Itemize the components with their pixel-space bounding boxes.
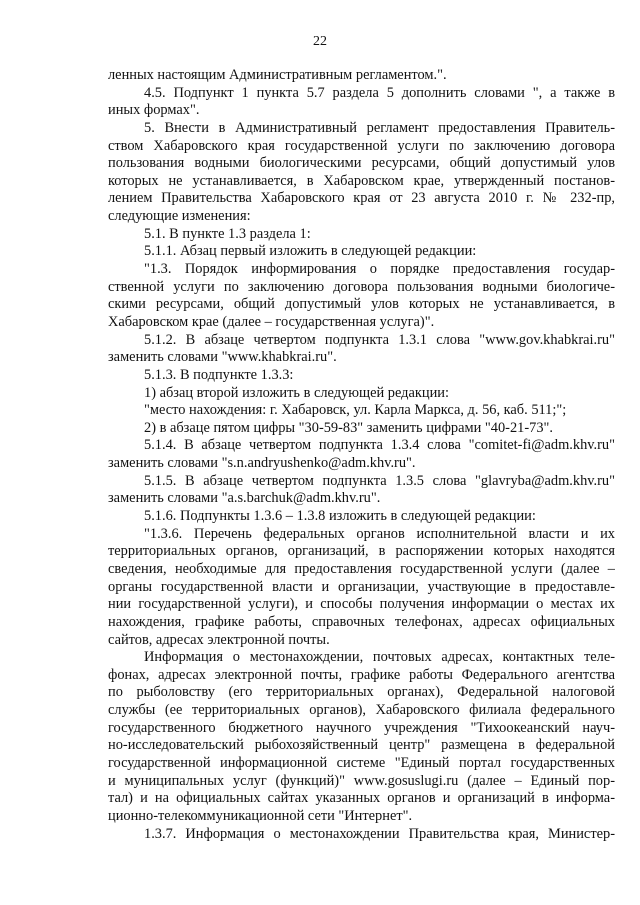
text-line: 5.1.6. Подпункты 1.3.6 – 1.3.8 изложить в следующей редакции: — [144, 508, 536, 525]
text-line: Информация о местонахождении, почтовых адресах, контактных теле- — [144, 649, 615, 666]
text-line: заменить словами "s.n.andryushenko@adm.khv.ru". — [108, 455, 416, 472]
text-line: заменить словами "a.s.barchuk@adm.khv.ru". — [108, 490, 381, 507]
text-line: следующие изменения: — [108, 208, 251, 225]
text-line: сведения, необходимые для предоставления государственной услуги (далее – — [108, 560, 615, 577]
text-line: государственной информационной системе "Единый портал государственных — [108, 754, 615, 771]
text-line: 1) абзац второй изложить в следующей редакции: — [144, 384, 449, 401]
text-line: сайтов, адресах электронной почты. — [108, 631, 330, 648]
text-line: 5.1.3. В подпункте 1.3.3: — [144, 366, 294, 383]
text-line: иных формах". — [108, 102, 200, 119]
text-line: 2) в абзаце пятом цифры "30-59-83" заменить цифрами "40-21-73". — [144, 419, 554, 436]
text-line: заменить словами "www.khabkrai.ru". — [108, 349, 337, 366]
text-line: пользования водными биологическими ресурсами, общий допустимый улов — [108, 155, 615, 172]
text-line: государственного бюджетного научного учреждения "Тихоокеанский науч- — [108, 719, 615, 736]
text-line: ленных настоящим Административным регламентом.". — [108, 67, 447, 83]
text-line: органы государственной власти и организации, участвующие в предоставле- — [108, 578, 615, 595]
text-line: фонах, адресах электронной почты, графике работы Федерального агентства — [108, 666, 615, 683]
text-line: 1.3.7. Информация о местонахождении Правительства края, Министер- — [144, 825, 615, 842]
document-body — [108, 67, 615, 843]
text-line: скими ресурсами, общий допустимый улов которых не устанавливается, в — [108, 296, 615, 313]
text-line: 5.1.5. В абзаце четвертом подпункта 1.3.5 слова "glavryba@adm.khv.ru" — [144, 472, 615, 489]
text-line: тал) и на официальных сайтах указанных органов и организаций в информа- — [108, 790, 615, 807]
text-line: лением Правительства Хабаровского края от 23 августа 2010 г. № 232-пр, — [108, 190, 615, 207]
text-line: ством Хабаровского края государственной услуги по заключению договора — [108, 137, 615, 154]
text-line: 4.5. Подпункт 1 пункта 5.7 раздела 5 дополнить словами ", а также в — [144, 84, 615, 101]
text-line: 5.1. В пункте 1.3 раздела 1: — [144, 225, 311, 242]
text-line: ственной услуги по заключению договора пользования водными биологиче- — [108, 278, 615, 295]
text-line: "место нахождения: г. Хабаровск, ул. Карла Маркса, д. 56, каб. 511;"; — [144, 402, 567, 419]
text-line: нахождения, графике работы, справочных телефонах, адресах официальных — [108, 613, 615, 630]
text-line: 5. Внести в Административный регламент предоставления Правитель- — [144, 119, 615, 136]
text-line: территориальных органов, организаций, в распоряжении которых находятся — [108, 543, 615, 560]
text-line: и муниципальных услуг (функций)" www.gosuslugi.ru (далее – Единый пор- — [108, 772, 615, 789]
text-line: 5.1.4. В абзаце четвертом подпункта 1.3.4 слова "comitet-fi@adm.khv.ru" — [144, 437, 615, 454]
text-line: по рыболовству (его территориальных органах), Федеральной налоговой — [108, 684, 615, 701]
text-line: "1.3. Порядок информирования о порядке предоставления государ- — [144, 261, 615, 278]
text-line: 5.1.1. Абзац первый изложить в следующей редакции: — [144, 243, 477, 260]
text-line: Хабаровском крае (далее – государственная услуга)". — [108, 313, 435, 330]
text-line: нии государственной услуги), и способы получения информации о местах их — [108, 596, 615, 613]
text-line: "1.3.6. Перечень федеральных органов исполнительной власти и их — [144, 525, 615, 542]
text-line: которых не устанавливается, в Хабаровском крае, утвержденный постанов- — [108, 172, 615, 189]
text-line: службы (ее территориальных органов), Хабаровского филиала федерального — [108, 702, 615, 719]
text-line: 5.1.2. В абзаце четвертом подпункта 1.3.1 слова "www.gov.khabkrai.ru" — [144, 331, 615, 348]
page-number: 22 — [313, 34, 327, 49]
text-line: но-исследовательский рыбохозяйственный центр" размещена в федеральной — [108, 737, 615, 754]
text-line: ционно-телекоммуникационной сети "Интернет". — [108, 807, 413, 824]
